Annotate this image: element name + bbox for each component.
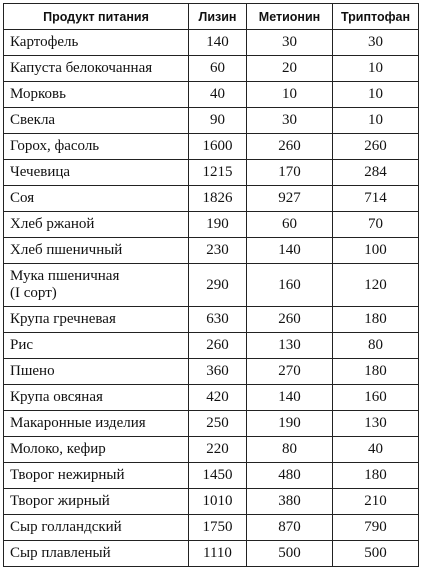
methionine-cell: 60 bbox=[247, 212, 333, 238]
methionine-cell: 480 bbox=[247, 463, 333, 489]
methionine-cell: 380 bbox=[247, 489, 333, 515]
table-row bbox=[4, 30, 419, 56]
table-row bbox=[4, 463, 419, 489]
tryptophan-cell: 10 bbox=[333, 108, 419, 134]
tryptophan-cell: 10 bbox=[333, 82, 419, 108]
lysine-cell: 230 bbox=[189, 238, 247, 264]
lysine-cell: 250 bbox=[189, 411, 247, 437]
table-row bbox=[4, 212, 419, 238]
lysine-cell: 360 bbox=[189, 359, 247, 385]
methionine-cell: 270 bbox=[247, 359, 333, 385]
tryptophan-cell: 180 bbox=[333, 463, 419, 489]
header-lysine: Лизин bbox=[189, 4, 247, 30]
amino-acid-table bbox=[3, 3, 419, 567]
product-cell: Рис bbox=[4, 333, 189, 359]
product-cell: Горох, фасоль bbox=[4, 134, 189, 160]
methionine-cell: 20 bbox=[247, 56, 333, 82]
product-cell: Мука пшеничная (I сорт) bbox=[4, 264, 189, 307]
methionine-cell: 10 bbox=[247, 82, 333, 108]
table-row bbox=[4, 333, 419, 359]
lysine-cell: 140 bbox=[189, 30, 247, 56]
methionine-cell: 140 bbox=[247, 385, 333, 411]
header-methionine: Метионин bbox=[247, 4, 333, 30]
header-row bbox=[4, 4, 419, 30]
product-cell: Молоко, кефир bbox=[4, 437, 189, 463]
tryptophan-cell: 40 bbox=[333, 437, 419, 463]
lysine-cell: 90 bbox=[189, 108, 247, 134]
tryptophan-cell: 284 bbox=[333, 160, 419, 186]
methionine-cell: 927 bbox=[247, 186, 333, 212]
tryptophan-cell: 10 bbox=[333, 56, 419, 82]
tryptophan-cell: 130 bbox=[333, 411, 419, 437]
methionine-cell: 870 bbox=[247, 515, 333, 541]
tryptophan-cell: 790 bbox=[333, 515, 419, 541]
product-cell: Сыр плавленый bbox=[4, 541, 189, 567]
methionine-cell: 140 bbox=[247, 238, 333, 264]
tryptophan-cell: 260 bbox=[333, 134, 419, 160]
tryptophan-cell: 30 bbox=[333, 30, 419, 56]
lysine-cell: 1110 bbox=[189, 541, 247, 567]
table-row bbox=[4, 238, 419, 264]
lysine-cell: 60 bbox=[189, 56, 247, 82]
methionine-cell: 190 bbox=[247, 411, 333, 437]
tryptophan-cell: 500 bbox=[333, 541, 419, 567]
product-cell: Пшено bbox=[4, 359, 189, 385]
product-cell: Картофель bbox=[4, 30, 189, 56]
lysine-cell: 420 bbox=[189, 385, 247, 411]
tryptophan-cell: 180 bbox=[333, 307, 419, 333]
table-row bbox=[4, 385, 419, 411]
product-cell: Хлеб ржаной bbox=[4, 212, 189, 238]
table-row bbox=[4, 541, 419, 567]
tryptophan-cell: 100 bbox=[333, 238, 419, 264]
table-row bbox=[4, 108, 419, 134]
table-row bbox=[4, 56, 419, 82]
tryptophan-cell: 160 bbox=[333, 385, 419, 411]
product-cell: Макаронные изделия bbox=[4, 411, 189, 437]
lysine-cell: 1600 bbox=[189, 134, 247, 160]
methionine-cell: 80 bbox=[247, 437, 333, 463]
lysine-cell: 1215 bbox=[189, 160, 247, 186]
tryptophan-cell: 120 bbox=[333, 264, 419, 307]
table-row bbox=[4, 307, 419, 333]
methionine-cell: 170 bbox=[247, 160, 333, 186]
table-row bbox=[4, 160, 419, 186]
methionine-cell: 30 bbox=[247, 30, 333, 56]
methionine-cell: 500 bbox=[247, 541, 333, 567]
table-row bbox=[4, 515, 419, 541]
table-row bbox=[4, 134, 419, 160]
table-row bbox=[4, 489, 419, 515]
lysine-cell: 260 bbox=[189, 333, 247, 359]
tryptophan-cell: 80 bbox=[333, 333, 419, 359]
lysine-cell: 1750 bbox=[189, 515, 247, 541]
lysine-cell: 1450 bbox=[189, 463, 247, 489]
tryptophan-cell: 180 bbox=[333, 359, 419, 385]
methionine-cell: 30 bbox=[247, 108, 333, 134]
product-cell: Творог нежирный bbox=[4, 463, 189, 489]
product-cell: Крупа гречневая bbox=[4, 307, 189, 333]
lysine-cell: 1826 bbox=[189, 186, 247, 212]
product-cell: Творог жирный bbox=[4, 489, 189, 515]
methionine-cell: 130 bbox=[247, 333, 333, 359]
product-cell: Чечевица bbox=[4, 160, 189, 186]
product-cell: Свекла bbox=[4, 108, 189, 134]
lysine-cell: 630 bbox=[189, 307, 247, 333]
product-cell: Хлеб пшеничный bbox=[4, 238, 189, 264]
header-product: Продукт питания bbox=[4, 4, 189, 30]
lysine-cell: 1010 bbox=[189, 489, 247, 515]
product-cell: Крупа овсяная bbox=[4, 385, 189, 411]
table-row bbox=[4, 186, 419, 212]
lysine-cell: 40 bbox=[189, 82, 247, 108]
methionine-cell: 260 bbox=[247, 134, 333, 160]
header-tryptophan: Триптофан bbox=[333, 4, 419, 30]
tryptophan-cell: 70 bbox=[333, 212, 419, 238]
product-cell: Сыр голландский bbox=[4, 515, 189, 541]
lysine-cell: 220 bbox=[189, 437, 247, 463]
lysine-cell: 190 bbox=[189, 212, 247, 238]
methionine-cell: 160 bbox=[247, 264, 333, 307]
tryptophan-cell: 714 bbox=[333, 186, 419, 212]
table-row bbox=[4, 82, 419, 108]
table-row bbox=[4, 437, 419, 463]
tryptophan-cell: 210 bbox=[333, 489, 419, 515]
table-row bbox=[4, 359, 419, 385]
table-row bbox=[4, 411, 419, 437]
product-cell: Морковь bbox=[4, 82, 189, 108]
table-row bbox=[4, 264, 419, 307]
product-cell: Соя bbox=[4, 186, 189, 212]
methionine-cell: 260 bbox=[247, 307, 333, 333]
product-cell: Капуста белокочанная bbox=[4, 56, 189, 82]
lysine-cell: 290 bbox=[189, 264, 247, 307]
